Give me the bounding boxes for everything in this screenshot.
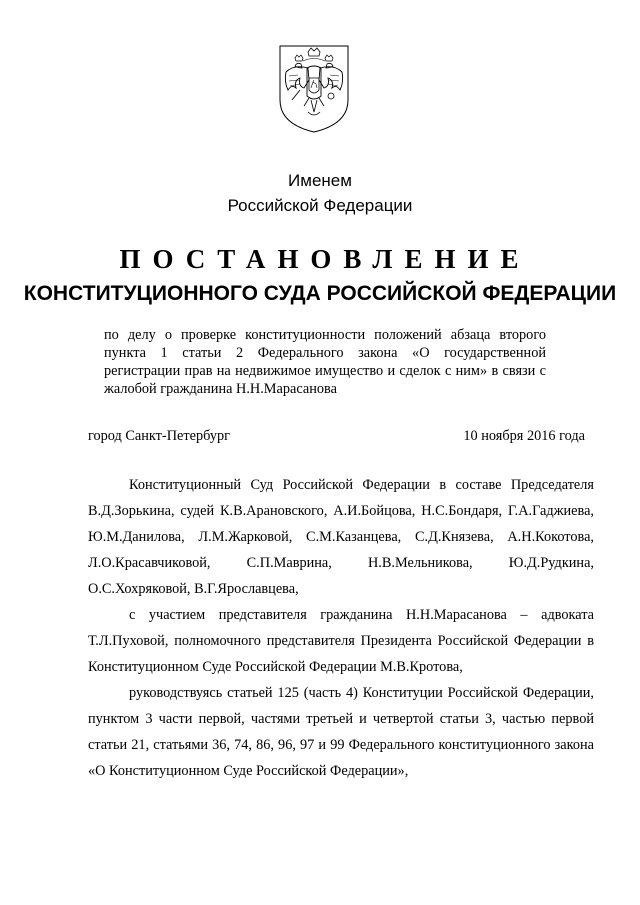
- document-title: ПОСТАНОВЛЕНИЕ: [119, 244, 531, 274]
- case-subject: [104, 326, 546, 398]
- coat-of-arms-emblem: [278, 44, 350, 134]
- document-subtitle: КОНСТИТУЦИОННОГО СУДА РОССИЙСКОЙ ФЕДЕРАЦИИ: [23, 282, 617, 305]
- date: 10 ноября 2016 года: [463, 428, 585, 444]
- case-subject-text: по делу о проверке конституционности положений абзаца второго пункта 1 статьи 2 Федерального закона «О государственной регистрации прав на недвижимое имущество и сделок с ним» в связи с жалобой гражданина Н.Н.Марасанова: [104, 327, 546, 397]
- place-date-line: [88, 428, 585, 445]
- paragraph: Конституционный Суд Российской Федерации в составе Председателя В.Д.Зорькина, судей К.В.Арановского, А.И.Бойцова, Н.С.Бондаря, Г.А.Гаджиева, Ю.М.Данилова, Л.М.Жарковой, С.М.Казанцева, С.Д.Князева, А.Н.Кокотова, Л.О.Красавчиковой, С.П.Маврина, Н.В.Мельникова, Ю.Д.Рудкина, О.С.Хохряковой, В.Г.Ярославцева,: [88, 477, 594, 597]
- header-line-1: Именем: [288, 171, 352, 190]
- paragraph: с участием представителя гражданина Н.Н.Марасанова – адвоката Т.Л.Пуховой, полномочного представителя Президента Российской Федерации в Конституционном Суде Российской Федерации М.В.Кротова,: [88, 607, 594, 675]
- header-line-2: Российской Федерации: [227, 196, 413, 215]
- place: город Санкт-Петербург: [88, 428, 230, 444]
- paragraph: руководствуясь статьей 125 (часть 4) Конституции Российской Федерации, пунктом 3 части первой, частями третьей и четвертой статьи 3, частью первой статьи 21, статьями 36, 74, 86, 96, 97 и 99 Федерального конституционного закона «О Конституционном Суде Российской Федерации»,: [88, 685, 594, 779]
- document-body: [88, 472, 594, 784]
